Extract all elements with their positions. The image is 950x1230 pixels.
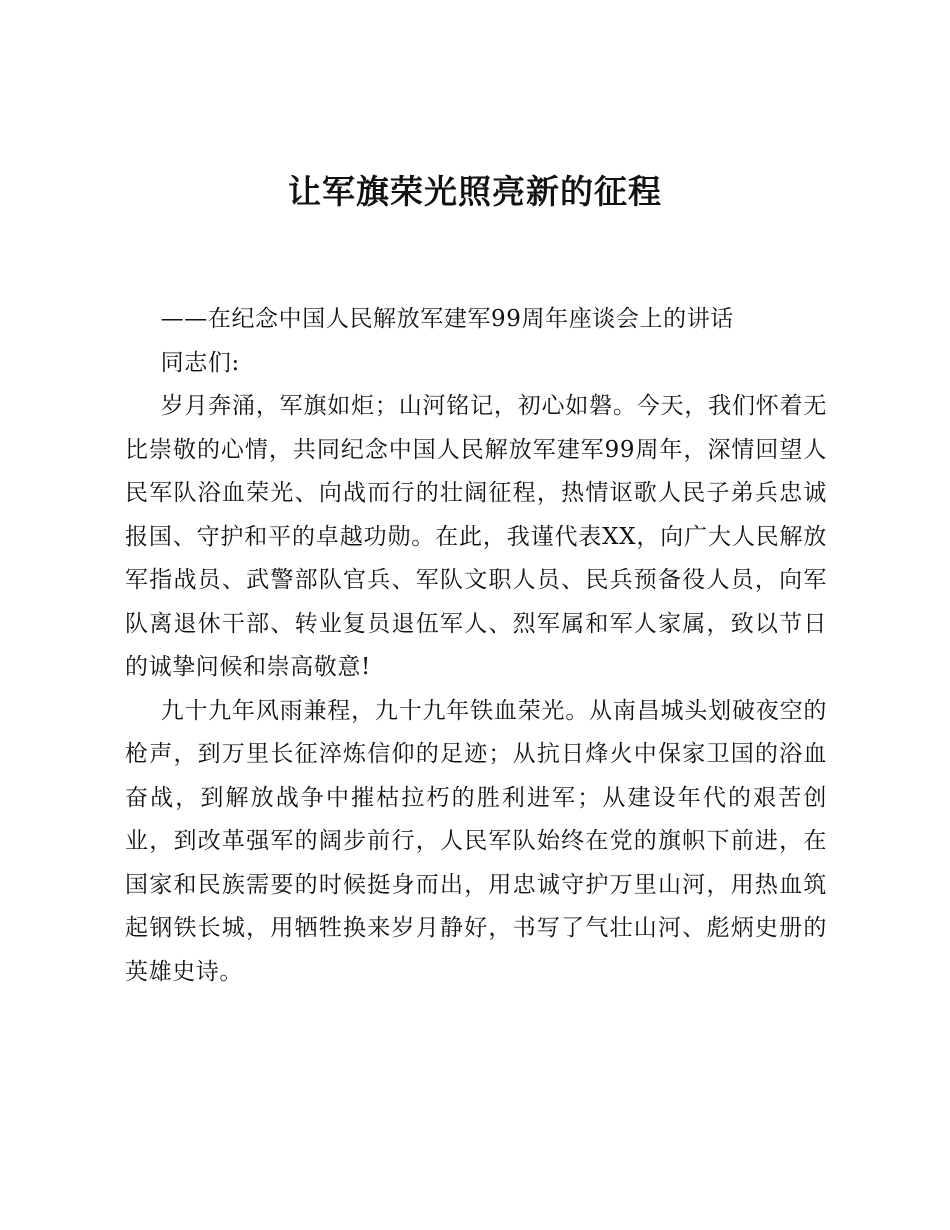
salutation: 同志们: bbox=[160, 349, 240, 376]
document-title: 让军旗荣光照亮新的征程 bbox=[288, 172, 662, 211]
speech-subtitle: ——在纪念中国人民解放军建军99周年座谈会上的讲话 bbox=[160, 306, 734, 332]
document-body bbox=[125, 298, 827, 994]
paragraph-1: 岁月奔涌，军旗如炬；山河铭记，初心如磐。今天，我们怀着无比崇敬的心情，共同纪念中国人民解放军建军99周年，深情回望人民军队浴血荣光、向战而行的壮阔征程，热情讴歌人民子弟兵忠诚报国、守护和平的卓越功勋。在此，我谨代表XX，向广大人民解放军指战员、武警部队官兵、军队文职人员、民兵预备役人员，向军队离退休干部、转业复员退伍军人、烈军属和军人家属，致以节日的诚挚问候和崇高敬意! bbox=[125, 393, 827, 680]
paragraph-2: 九十九年风雨兼程，九十九年铁血荣光。从南昌城头划破夜空的枪声，到万里长征淬炼信仰的足迹；从抗日烽火中保家卫国的浴血奋战，到解放战争中摧枯拉朽的胜利进军；从建设年代的艰苦创业，到改革强军的阔步前行，人民军队始终在党的旗帜下前进，在国家和民族需要的时候挺身而出，用忠诚守护万里山河，用热血筑起钢铁长城，用牺牲换来岁月静好，书写了气壮山河、彪炳史册的英雄史诗。 bbox=[125, 697, 827, 985]
